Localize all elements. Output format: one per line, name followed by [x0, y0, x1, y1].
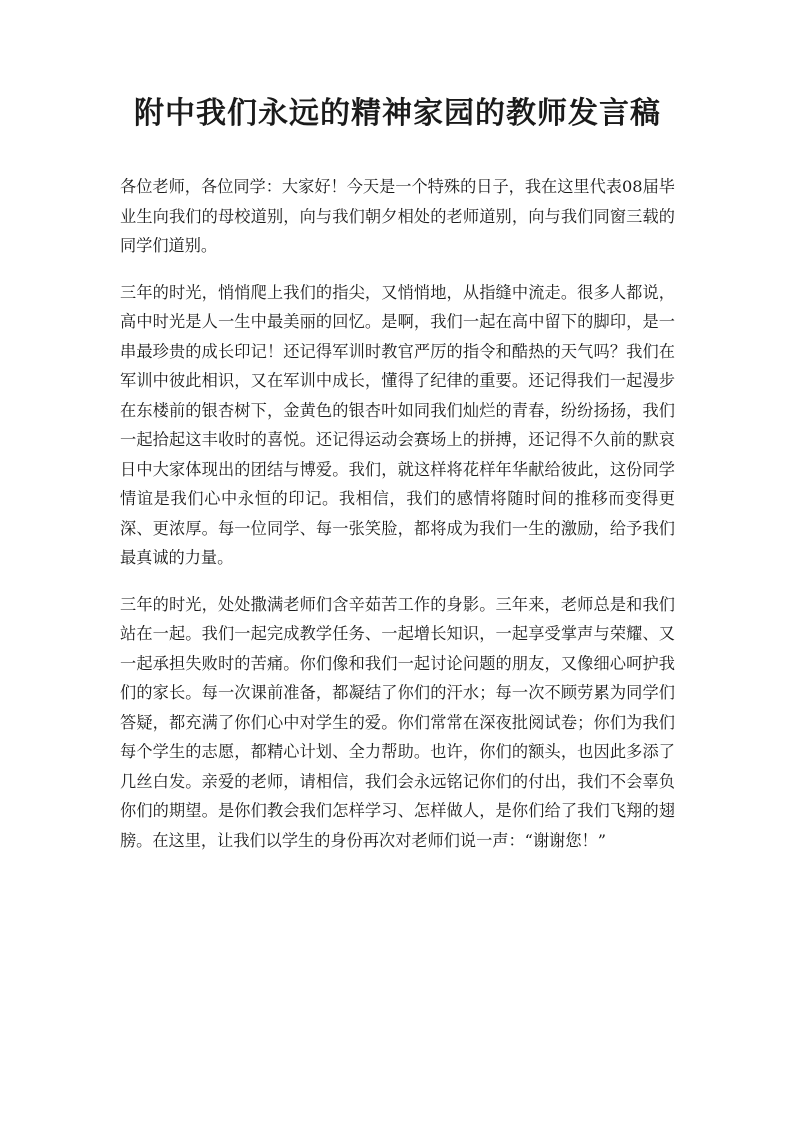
paragraph-greeting: 各位老师，各位同学：大家好！今天是一个特殊的日子，我在这里代表08届毕业生向我们的母校道别，向与我们朝夕相处的老师道别，向与我们同窗三载的同学们道别。	[120, 177, 675, 255]
document-title: 附中我们永远的精神家园的教师发言稿	[134, 96, 661, 131]
paragraph-teachers: 三年的时光，处处撒满老师们含辛茹苦工作的身影。三年来，老师总是和我们站在一起。我们一起完成教学任务、一起增长知识，一起享受掌声与荣耀、又一起承担失败时的苦痛。你们像和我们一起讨论问题的朋友，又像细心呵护我们的家长。每一次课前准备，都凝结了你们的汗水；每一次不顾劳累为同学们答疑，都充满了你们心中对学生的爱。你们常常在深夜批阅试卷；你们为我们每个学生的志愿，都精心计划、全力帮助。也许，你们的额头，也因此多添了几丝白发。亲爱的老师，请相信，我们会永远铭记你们的付出，我们不会辜负你们的期望。是你们教会我们怎样学习、怎样做人，是你们给了我们飞翔的翅膀。在这里，让我们以学生的身份再次对老师们说一声：“谢谢您！”	[120, 594, 675, 850]
paragraph-classmates: 三年的时光，悄悄爬上我们的指尖，又悄悄地，从指缝中流走。很多人都说，高中时光是人一生中最美丽的回忆。是啊，我们一起在高中留下的脚印，是一串最珍贵的成长印记！还记得军训时教官严厉的指令和酷热的天气吗？我们在军训中彼此相识，又在军训中成长，懂得了纪律的重要。还记得我们一起漫步在东楼前的银杏树下，金黄色的银杏叶如同我们灿烂的青春，纷纷扬扬，我们一起拾起这丰收时的喜悦。还记得运动会赛场上的拼搏，还记得不久前的默哀日中大家体现出的团结与博爱。我们，就这样将花样年华献给彼此，这份同学情谊是我们心中永恒的印记。我相信，我们的感情将随时间的推移而变得更深、更浓厚。每一位同学、每一张笑脸，都将成为我们一生的激励，给予我们最真诚的力量。	[120, 282, 675, 567]
